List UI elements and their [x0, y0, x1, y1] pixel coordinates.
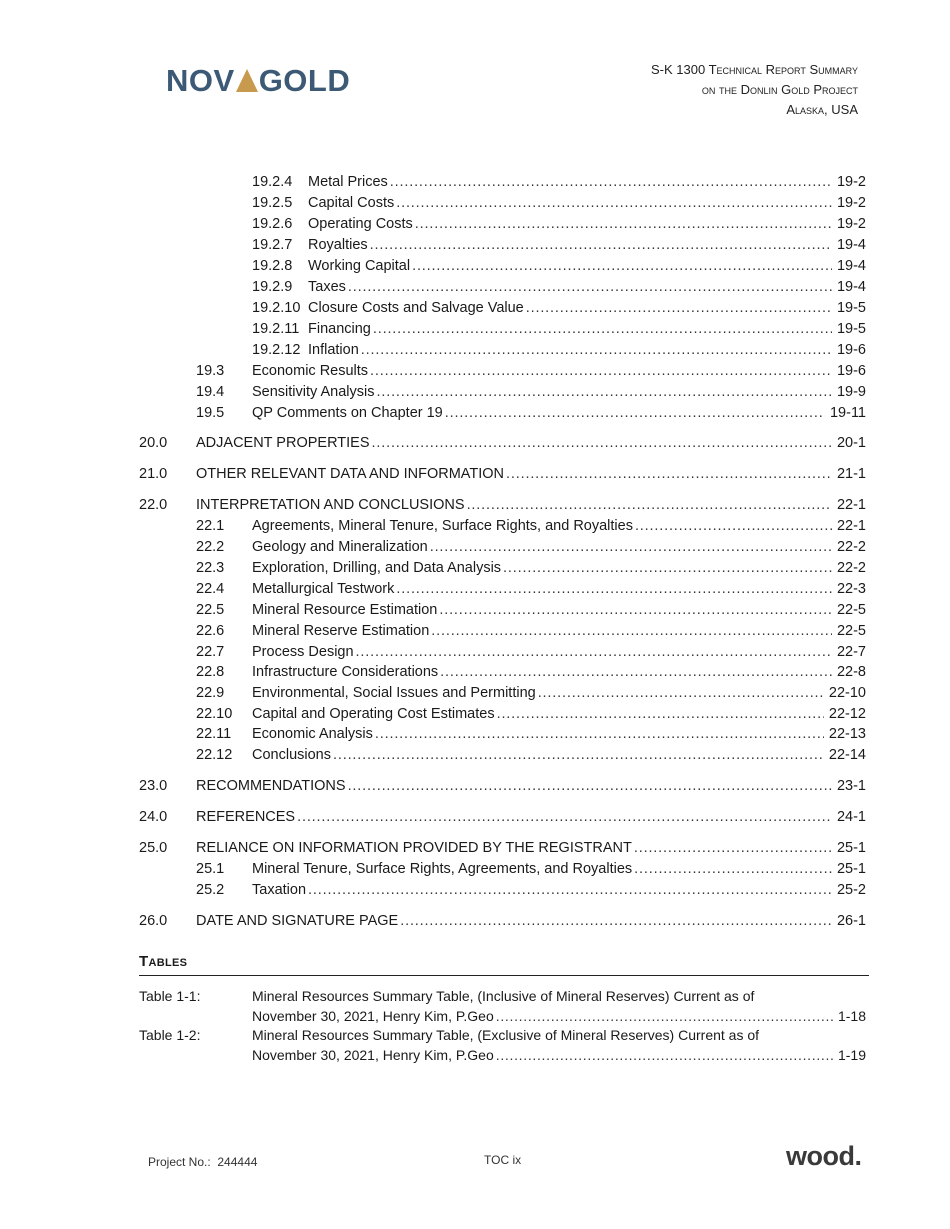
toc-entry[interactable]	[0, 838, 950, 858]
toc-entry[interactable]	[0, 382, 950, 402]
novagold-logo	[166, 64, 350, 98]
toc-entry-leader	[308, 172, 832, 192]
toc-entry[interactable]	[0, 298, 950, 318]
toc-entry-page: 22-8	[834, 662, 866, 682]
toc-entry-page: 19-5	[834, 298, 866, 318]
toc-entry-number: 22.6	[196, 623, 225, 639]
toc-entry-number: 22.11	[196, 726, 232, 742]
toc-entry-number: 24.0	[139, 809, 168, 825]
toc-entry-title: Geology and Mineralization	[252, 539, 428, 555]
toc-entry-title: RECOMMENDATIONS	[196, 778, 346, 794]
toc-entry-leader	[252, 537, 832, 557]
leader-dots	[496, 1045, 833, 1065]
toc-entry-number: 22.4	[196, 581, 225, 597]
table-entry-line[interactable]	[0, 1006, 950, 1026]
toc-entry-page: 25-2	[834, 880, 866, 900]
toc-entry-number: 19.5	[196, 405, 225, 421]
toc-entry[interactable]	[0, 558, 950, 578]
toc-entry-title: Capital Costs	[308, 195, 395, 211]
toc-entry[interactable]	[0, 319, 950, 339]
toc-entry[interactable]	[0, 277, 950, 297]
toc-entry-title: Infrastructure Considerations	[252, 664, 439, 680]
toc-entry-title: Sensitivity Analysis	[252, 384, 375, 400]
table-entry-page: 1-18	[835, 1006, 866, 1026]
table-entry-title[interactable]: Mineral Resources Summary Table, (Inclusive of Mineral Reserves) Current as of	[252, 988, 755, 1004]
leader-dots	[370, 361, 832, 381]
toc-entry-leader	[196, 433, 832, 453]
toc-entry-leader	[252, 859, 832, 879]
toc-entry-title: Capital and Operating Cost Estimates	[252, 706, 495, 722]
leader-dots	[412, 256, 832, 276]
leader-dots	[390, 172, 832, 192]
toc-entry-title: Agreements, Mineral Tenure, Surface Rights, and Royalties	[252, 518, 633, 534]
toc-entry-title: Taxation	[252, 882, 307, 898]
footer-project-label: Project No.:	[148, 1155, 211, 1169]
leader-dots	[396, 193, 832, 213]
toc-entry-number: 21.0	[139, 466, 168, 482]
toc-entry-number: 26.0	[139, 913, 168, 929]
footer-project-number: 244444	[217, 1155, 258, 1169]
toc-entry[interactable]	[0, 214, 950, 234]
leader-dots	[634, 838, 832, 858]
toc-entry-leader	[308, 193, 832, 213]
wood-logo: wood.	[786, 1141, 862, 1171]
toc-entry-page: 22-2	[834, 558, 866, 578]
toc-entry-page: 19-11	[827, 403, 866, 423]
toc-entry-number: 22.12	[196, 747, 233, 763]
toc-entry-page: 19-9	[834, 382, 866, 402]
leader-dots	[445, 403, 825, 423]
toc-entry[interactable]	[0, 642, 950, 662]
toc-entry-title: DATE AND SIGNATURE PAGE	[196, 913, 399, 929]
toc-entry-title: ADJACENT PROPERTIES	[196, 435, 370, 451]
toc-entry-number: 19.2.6	[252, 216, 293, 232]
leader-dots	[415, 214, 832, 234]
toc-entry-leader	[308, 319, 832, 339]
toc-entry-title: Operating Costs	[308, 216, 413, 232]
toc-entry-number: 23.0	[139, 778, 168, 794]
table-entry-label: Table 1-1:	[139, 988, 201, 1004]
toc-entry[interactable]	[0, 776, 950, 796]
toc-entry-title: QP Comments on Chapter 19	[252, 405, 443, 421]
leader-dots	[361, 340, 832, 360]
toc-entry-number: 19.2.4	[252, 174, 293, 190]
toc-entry-page: 22-2	[834, 537, 866, 557]
tables-heading: Tables	[139, 953, 188, 970]
header-title-line1: S-K 1300 Technical Report Summary	[651, 62, 858, 77]
toc-entry-page: 19-4	[834, 277, 866, 297]
toc-entry-number: 22.1	[196, 518, 225, 534]
toc-entry-number: 22.8	[196, 664, 225, 680]
toc-entry-leader	[252, 403, 825, 423]
toc-entry-leader	[252, 621, 832, 641]
toc-entry-number: 19.2.10	[252, 300, 301, 316]
toc-entry-leader	[252, 745, 824, 765]
toc-entry-title: Metal Prices	[308, 174, 388, 190]
toc-entry-page: 19-5	[834, 319, 866, 339]
leader-dots	[496, 1006, 833, 1026]
toc-entry-number: 22.0	[139, 497, 168, 513]
toc-entry[interactable]	[0, 911, 950, 931]
toc-entry-leader	[308, 340, 832, 360]
toc-entry[interactable]	[0, 621, 950, 641]
toc-entry-page: 19-4	[834, 235, 866, 255]
toc-entry-title: Closure Costs and Salvage Value	[308, 300, 524, 316]
table-entry-title-cont: November 30, 2021, Henry Kim, P.Geo	[252, 1008, 494, 1024]
toc-entry-leader	[252, 558, 832, 578]
leader-dots	[400, 911, 832, 931]
toc-entry-leader	[252, 662, 832, 682]
toc-entry-title: Inflation	[308, 342, 359, 358]
toc-entry-leader	[252, 880, 832, 900]
toc-entry-title: Exploration, Drilling, and Data Analysis	[252, 560, 502, 576]
toc-entry-leader	[308, 256, 832, 276]
leader-dots	[506, 464, 832, 484]
header-title-line2: on the Donlin Gold Project	[701, 82, 858, 97]
toc-entry-title: Conclusions	[252, 747, 331, 763]
leader-dots	[356, 642, 832, 662]
leader-dots	[497, 704, 824, 724]
toc-entry-leader	[196, 838, 832, 858]
toc-entry-number: 22.2	[196, 539, 225, 555]
toc-entry-leader	[252, 382, 832, 402]
toc-entry-number: 22.5	[196, 602, 225, 618]
toc-entry-page: 22-13	[826, 724, 866, 744]
toc-entry[interactable]	[0, 235, 950, 255]
leader-dots	[370, 235, 832, 255]
toc-entry[interactable]	[0, 495, 950, 515]
toc-entry-page: 22-5	[834, 621, 866, 641]
toc-entry-leader	[196, 776, 832, 796]
leader-dots	[634, 859, 832, 879]
toc-entry-number: 25.2	[196, 882, 225, 898]
toc-entry-page: 22-3	[834, 579, 866, 599]
leader-dots	[538, 683, 824, 703]
tables-divider	[139, 975, 869, 976]
leader-dots	[467, 495, 832, 515]
leader-dots	[439, 600, 832, 620]
toc-entry[interactable]	[0, 600, 950, 620]
toc-entry-leader	[252, 642, 832, 662]
footer-page-label: TOC ix	[484, 1153, 522, 1167]
table-entry-title-cont: November 30, 2021, Henry Kim, P.Geo	[252, 1047, 494, 1063]
toc-entry-page: 19-2	[834, 172, 866, 192]
toc-entry-leader	[252, 724, 824, 744]
toc-entry-number: 19.2.8	[252, 258, 293, 274]
toc-entry[interactable]	[0, 880, 950, 900]
toc-entry-leader	[196, 807, 832, 827]
toc-entry[interactable]	[0, 516, 950, 536]
footer-project	[148, 1155, 257, 1169]
toc-entry-number: 19.4	[196, 384, 225, 400]
leader-dots	[297, 807, 832, 827]
toc-entry[interactable]	[0, 193, 950, 213]
toc-entry-title: Process Design	[252, 644, 354, 660]
toc-entry-page: 22-1	[834, 516, 866, 536]
toc-entry-page: 22-14	[826, 745, 866, 765]
toc-entry-leader	[252, 361, 832, 381]
toc-entry-leader	[308, 214, 832, 234]
toc-entry-page: 22-7	[834, 642, 866, 662]
leader-dots	[503, 558, 832, 578]
toc-entry-number: 20.0	[139, 435, 168, 451]
table-entry-title[interactable]: Mineral Resources Summary Table, (Exclusive of Mineral Reserves) Current as of	[252, 1027, 760, 1043]
toc-entry-number: 25.0	[139, 840, 168, 856]
toc-entry[interactable]	[0, 579, 950, 599]
leader-dots	[375, 724, 824, 744]
toc-entry-title: RELIANCE ON INFORMATION PROVIDED BY THE REGISTRANT	[196, 840, 632, 856]
toc-entry-leader	[252, 704, 824, 724]
leader-dots	[635, 516, 832, 536]
table-entry-label: Table 1-2:	[139, 1027, 201, 1043]
toc-entry-page: 26-1	[834, 911, 866, 931]
toc-entry-page: 22-10	[826, 683, 866, 703]
toc-entry-title: Economic Analysis	[252, 726, 373, 742]
toc-entry-page: 19-6	[834, 361, 866, 381]
toc-entry[interactable]	[0, 724, 950, 744]
logo-text-left: NOV	[166, 63, 235, 98]
toc-entry-title: Royalties	[308, 237, 368, 253]
toc-entry-leader	[196, 911, 832, 931]
toc-entry-title: Mineral Resource Estimation	[252, 602, 438, 618]
toc-entry[interactable]	[0, 256, 950, 276]
logo-text-right: GOLD	[258, 63, 351, 98]
leader-dots	[373, 319, 832, 339]
toc-entry[interactable]	[0, 683, 950, 703]
leader-dots	[430, 537, 832, 557]
toc-entry-title: Working Capital	[308, 258, 411, 274]
toc-entry-number: 22.3	[196, 560, 225, 576]
toc-entry-page: 25-1	[834, 838, 866, 858]
toc-entry-title: REFERENCES	[196, 809, 296, 825]
toc-entry-title: Taxes	[308, 279, 346, 295]
toc-entry[interactable]	[0, 745, 950, 765]
toc-entry-leader	[252, 516, 832, 536]
toc-entry[interactable]	[0, 807, 950, 827]
toc-entry-title: Economic Results	[252, 363, 369, 379]
toc-entry-leader	[196, 495, 832, 515]
header-title-line3: Alaska, USA	[786, 102, 858, 117]
toc-entry-number: 25.1	[196, 861, 225, 877]
leader-dots	[396, 579, 832, 599]
leader-dots	[372, 433, 832, 453]
toc-entry-leader	[252, 600, 832, 620]
toc-entry-page: 21-1	[834, 464, 866, 484]
toc-entry-page: 19-2	[834, 193, 866, 213]
toc-entry-title: INTERPRETATION AND CONCLUSIONS	[196, 497, 465, 513]
leader-dots	[440, 662, 832, 682]
toc-entry-leader	[196, 464, 832, 484]
leader-dots	[431, 621, 832, 641]
report-header	[651, 60, 858, 120]
toc-entry-title: Environmental, Social Issues and Permitting	[252, 685, 536, 701]
toc-entry[interactable]	[0, 662, 950, 682]
toc-entry-leader	[308, 277, 832, 297]
toc-entry-page: 23-1	[834, 776, 866, 796]
toc-entry-number: 22.10	[196, 706, 233, 722]
leader-dots	[348, 277, 832, 297]
toc-entry-page: 25-1	[834, 859, 866, 879]
toc-entry-page: 22-5	[834, 600, 866, 620]
toc-entry[interactable]	[0, 704, 950, 724]
toc-entry[interactable]	[0, 403, 950, 423]
toc-entry-page: 19-2	[834, 214, 866, 234]
toc-entry-number: 22.7	[196, 644, 225, 660]
toc-entry[interactable]	[0, 433, 950, 453]
toc-entry-number: 19.2.5	[252, 195, 293, 211]
toc-entry-title: Mineral Reserve Estimation	[252, 623, 430, 639]
toc-entry-number: 22.9	[196, 685, 225, 701]
logo-triangle-icon	[236, 69, 258, 92]
toc-entry-title: Metallurgical Testwork	[252, 581, 395, 597]
toc-entry-title: Mineral Tenure, Surface Rights, Agreements, and Royalties	[252, 861, 633, 877]
toc-entry-number: 19.2.9	[252, 279, 293, 295]
toc-entry[interactable]	[0, 537, 950, 557]
toc-entry-number: 19.2.12	[252, 342, 301, 358]
leader-dots	[377, 382, 832, 402]
leader-dots	[333, 745, 824, 765]
toc-entry-number: 19.3	[196, 363, 225, 379]
table-entry-line[interactable]	[0, 1045, 950, 1065]
toc-entry-leader	[308, 298, 832, 318]
toc-entry-title: OTHER RELEVANT DATA AND INFORMATION	[196, 466, 505, 482]
toc-entry[interactable]	[0, 340, 950, 360]
toc-entry-page: 19-4	[834, 256, 866, 276]
toc-entry-number: 19.2.7	[252, 237, 293, 253]
toc-entry-title: Financing	[308, 321, 371, 337]
toc-entry[interactable]	[0, 172, 950, 192]
toc-entry-page: 20-1	[834, 433, 866, 453]
toc-entry-leader	[252, 683, 824, 703]
toc-entry-leader	[308, 235, 832, 255]
leader-dots	[526, 298, 832, 318]
toc-entry[interactable]	[0, 859, 950, 879]
toc-entry[interactable]	[0, 361, 950, 381]
leader-dots	[308, 880, 832, 900]
toc-entry[interactable]	[0, 464, 950, 484]
toc-entry-page: 19-6	[834, 340, 866, 360]
toc-entry-leader	[252, 579, 832, 599]
toc-entry-page: 24-1	[834, 807, 866, 827]
toc-entry-page: 22-12	[826, 704, 866, 724]
leader-dots	[348, 776, 832, 796]
table-entry-page: 1-19	[835, 1045, 866, 1065]
toc-entry-number: 19.2.11	[252, 321, 300, 337]
toc-entry-page: 22-1	[834, 495, 866, 515]
